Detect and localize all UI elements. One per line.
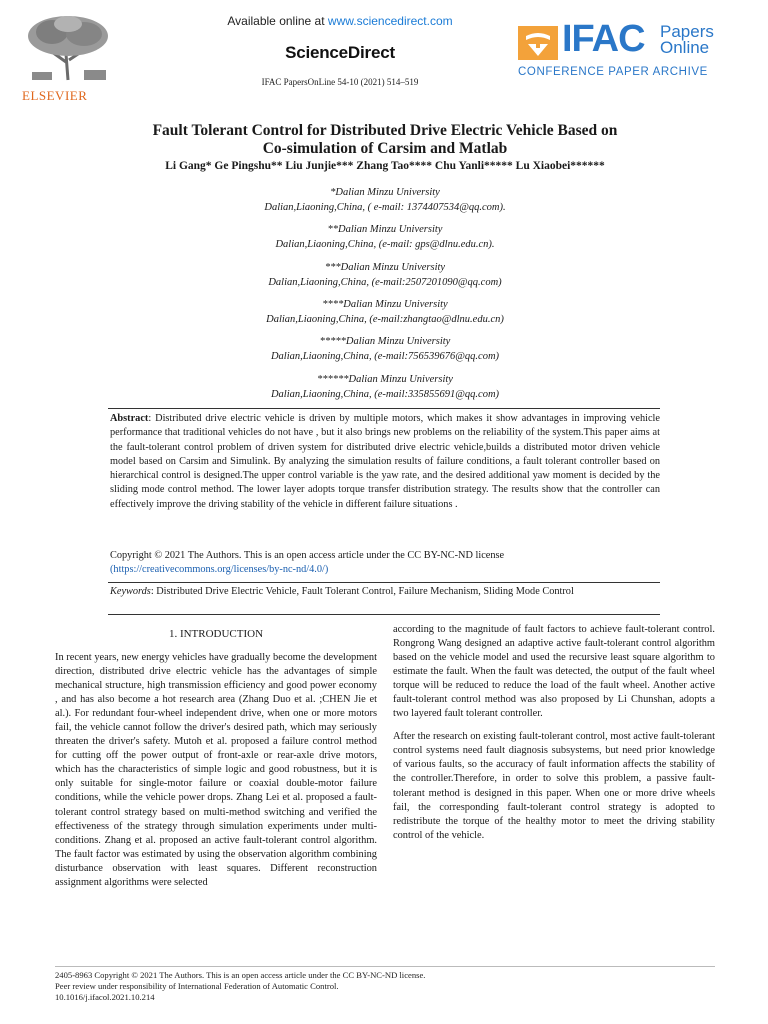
affiliation-name: ******Dalian Minzu University bbox=[317, 374, 453, 385]
left-column bbox=[55, 651, 377, 899]
author-list: Li Gang* Ge Pingshu** Liu Junjie*** Zhang Tao**** Chu Yanli***** Lu Xiaobei****** bbox=[165, 160, 605, 172]
affiliation-2 bbox=[100, 223, 670, 252]
affiliation-name: **Dalian Minzu University bbox=[327, 224, 443, 235]
abstract bbox=[110, 412, 660, 512]
footer-rule bbox=[55, 966, 715, 967]
elsevier-tree-icon bbox=[22, 14, 114, 82]
abstract-label: Abstract bbox=[110, 413, 149, 424]
sciencedirect-wordmark: ScienceDirect bbox=[285, 43, 395, 62]
right-column bbox=[393, 623, 715, 852]
affiliation-detail: Dalian,Liaoning,China, (e-mail:335855691@qq.com) bbox=[270, 388, 500, 400]
affiliation-name: *****Dalian Minzu University bbox=[319, 336, 451, 347]
affiliation-6 bbox=[100, 373, 670, 402]
conference-archive-label: CONFERENCE PAPER ARCHIVE bbox=[518, 66, 708, 78]
ifac-emblem-icon bbox=[518, 26, 558, 60]
body-paragraph: In recent years, new energy vehicles have gradually become the development direction, distributed drive electric vehicle has the advantages of simple mechanical structure, high transmission efficiency and good power economy , and has also become a hot research area (Zhang Duo et al. ;CHEN Jie et al.). For redundant four-wheel independent drive, when one or more motors fail, the vehicle cannot follow the driver's desired path, which may seriously threaten the driver's safety. Mutoh et al. proposed a failure control method for cutting off the power output of front-axle or rear-axle drive motors, which has the characteristics of simple logic and good robustness, but it is only suitable for single-motor failure or coaxial double-motor failure conditions, while the vehicle power drops. Zhang Lei et al. proposed a fault-tolerant control strategy based on multi-method switching and verified the effectiveness of the strategy through simulation experiments under multi-conditions. Zhang et al. proposed an active fault-tolerant control algorithm. The fault factor was estimated by using the observation algorithm combining disturbance observation with least squares. Different reconstruction assignment algorithms were selected bbox=[55, 652, 377, 888]
abstract-text: : Distributed drive electric vehicle is driven by multiple motors, which makes it show advantages in improving vehicle performance that traditional vehicles do not have , but it also brings new problems on the reliability of the system.This paper aims at the fault-tolerant control problem of driven system for distributed drive electric vehicle,builds a distributed motor driven vehicle model based on Carsim and Simulink. By analyzing the simulation results of failure conditions, a fault tolerant controller based on hierarchical control is designed.The upper control variable is the yaw rate, and the desired additional yaw moment is decided by the sliding mode control method. The lower layer adopts torque transfer distribution strategy. The results show that the controller can effectively improve the driving stability of the vehicle in different failure situations . bbox=[110, 413, 660, 510]
affiliation-1 bbox=[100, 186, 670, 215]
body-paragraph: according to the magnitude of fault factors to achieve fault-tolerant control. Rongrong Wang designed an adaptive active fault-tolerant control algorithm based on the vehicle model and used the recursive least square algorithm to estimate the fault. When the fault was detected, the output of the fault wheel torque will be reduced to reduce the load of the fault wheel. Another active fault-tolerant control method was also proposed by Li Chunshan, adopts a two layered fault tolerant controller. bbox=[393, 624, 715, 720]
keywords bbox=[110, 585, 660, 599]
ifac-wordmark: IFAC bbox=[562, 18, 645, 60]
elsevier-wordmark: ELSEVIER bbox=[22, 88, 88, 103]
footer bbox=[55, 970, 715, 1004]
elsevier-logo bbox=[22, 14, 122, 104]
journal-reference: IFAC PapersOnLine 54-10 (2021) 514–519 bbox=[261, 77, 419, 87]
ifac-logo bbox=[518, 18, 748, 82]
affiliation-name: ***Dalian Minzu University bbox=[324, 262, 446, 273]
abstract-top-rule bbox=[108, 408, 660, 409]
affiliation-detail: Dalian,Liaoning,China, ( e-mail: 1374407534@qq.com). bbox=[264, 201, 506, 213]
affiliation-name: ****Dalian Minzu University bbox=[322, 299, 448, 310]
online-label: Online bbox=[660, 38, 710, 57]
affiliation-4 bbox=[100, 298, 670, 327]
title-line-1: Fault Tolerant Control for Distributed Drive Electric Vehicle Based on bbox=[152, 122, 618, 139]
paper-title bbox=[60, 122, 710, 158]
affiliation-detail: Dalian,Liaoning,China, (e-mail:756539676@qq.com) bbox=[270, 350, 500, 362]
papers-online-label bbox=[660, 24, 714, 56]
affiliation-5 bbox=[100, 335, 670, 364]
license-link[interactable]: (https://creativecommons.org/licenses/by-nc-nd/4.0/) bbox=[110, 563, 329, 575]
footer-peer-review: Peer review under responsibility of International Federation of Automatic Control. bbox=[55, 981, 339, 992]
affiliation-detail: Dalian,Liaoning,China, (e-mail:2507201090@qq.com) bbox=[268, 276, 502, 288]
affiliation-detail: Dalian,Liaoning,China, (e-mail:zhangtao@dlnu.edu.cn) bbox=[266, 313, 504, 325]
keywords-top-rule bbox=[108, 582, 660, 583]
available-online bbox=[195, 14, 485, 28]
journal-header bbox=[195, 14, 485, 87]
body-paragraph: After the research on existing fault-tolerant control, most active fault-tolerant control systems need fault diagnosis subsystems, but need prior knowledge of various faults, so the accuracy of fault information affects the stability of the controller.Therefore, in order to solve this problem, a passive fault-tolerant method is designed in this paper. When one or more drive wheels fail, the corresponding fault-tolerant control strategy is adopted to redistribute the torque of the healthy motor to meet the driving stability control of the vehicle. bbox=[393, 731, 715, 841]
keywords-bottom-rule bbox=[108, 614, 660, 615]
copyright-notice bbox=[110, 549, 660, 576]
affiliation-detail: Dalian,Liaoning,China, (e-mail: gps@dlnu.edu.cn). bbox=[275, 238, 495, 250]
copyright-text: Copyright © 2021 The Authors. This is an open access article under the CC BY-NC-ND license bbox=[110, 550, 505, 561]
keywords-label: Keywords bbox=[110, 586, 151, 597]
section-heading: 1. INTRODUCTION bbox=[168, 628, 264, 640]
sciencedirect-link[interactable]: www.sciencedirect.com bbox=[327, 14, 453, 28]
affiliation-name: *Dalian Minzu University bbox=[330, 187, 440, 198]
available-prefix: Available online at bbox=[227, 14, 328, 28]
keywords-text: : Distributed Drive Electric Vehicle, Fault Tolerant Control, Failure Mechanism, Sliding Mode Control bbox=[150, 586, 574, 597]
affiliation-3 bbox=[100, 261, 670, 290]
papers-label: Papers bbox=[660, 22, 714, 41]
title-line-2: Co-simulation of Carsim and Matlab bbox=[262, 140, 508, 157]
footer-doi: 10.1016/j.ifacol.2021.10.214 bbox=[55, 992, 155, 1003]
footer-copyright: 2405-8963 Copyright © 2021 The Authors. This is an open access article under the CC BY-NC-ND license. bbox=[55, 970, 426, 980]
